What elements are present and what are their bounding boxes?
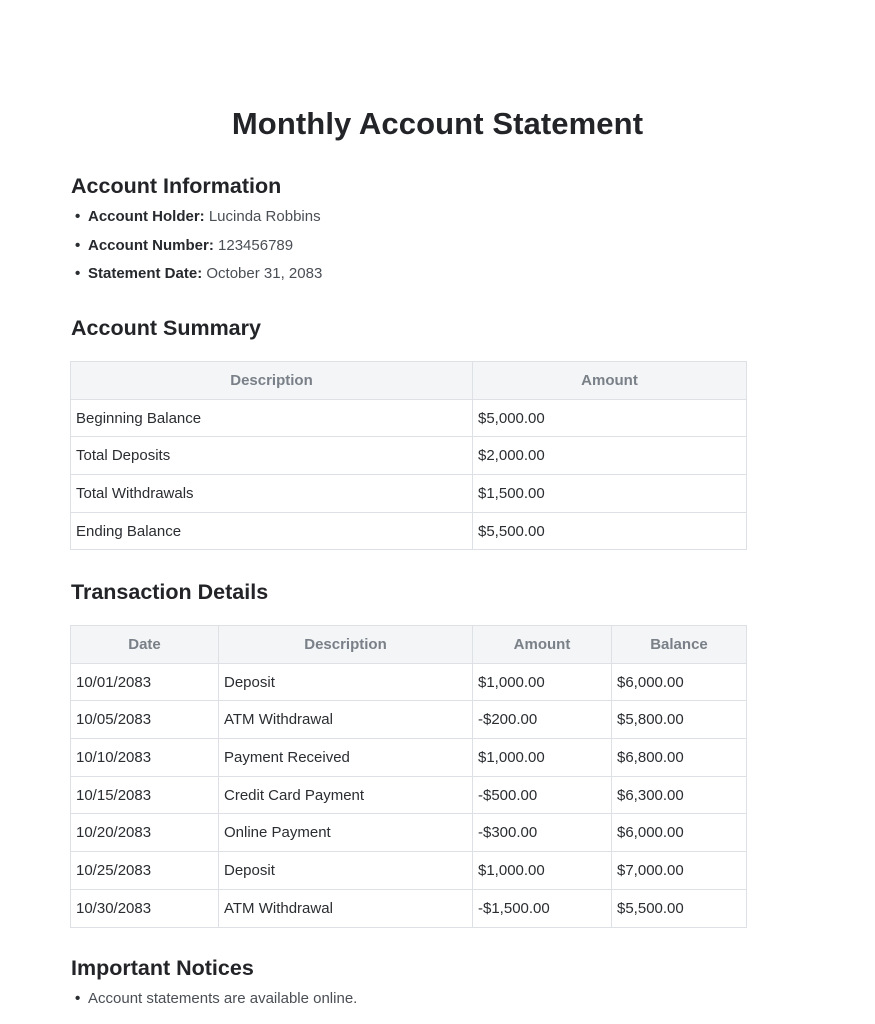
balance-cell: $7,000.00 — [612, 852, 747, 890]
account-number-value: 123456789 — [218, 236, 294, 254]
account-number-label: Account Number: — [88, 236, 214, 254]
balance-cell: $5,500.00 — [612, 889, 747, 927]
date-cell: 10/30/2083 — [71, 889, 219, 927]
table-row — [71, 776, 747, 814]
table-header-row — [71, 626, 747, 664]
statement-date-value: October 31, 2083 — [206, 265, 323, 282]
summary-amount-cell: $5,500.00 — [473, 512, 747, 550]
date-cell: 10/01/2083 — [71, 663, 219, 701]
date-cell: 10/05/2083 — [71, 701, 219, 739]
date-cell: 10/25/2083 — [71, 852, 219, 890]
summary-amount-cell: $5,000.00 — [473, 399, 747, 437]
table-row — [71, 512, 747, 550]
balance-cell: $6,800.00 — [612, 739, 747, 777]
description-cell: ATM Withdrawal — [219, 701, 473, 739]
column-header-amount: Amount — [473, 362, 747, 400]
table-row — [71, 437, 747, 475]
balance-cell: $6,000.00 — [612, 663, 747, 701]
table-row — [71, 852, 747, 890]
account-holder-label: Account Holder: — [88, 208, 205, 225]
summary-description-cell: Total Deposits — [71, 437, 473, 475]
bullet-icon: • — [75, 265, 81, 282]
table-row — [71, 399, 747, 437]
table-header-row — [71, 362, 747, 400]
balance-cell: $6,000.00 — [612, 814, 747, 852]
page-title: Monthly Account Statement — [231, 106, 644, 141]
column-header-description: Description — [219, 626, 473, 664]
amount-cell: -$300.00 — [473, 814, 612, 852]
account-summary-heading: Account Summary — [71, 316, 261, 340]
date-cell: 10/15/2083 — [71, 776, 219, 814]
column-header-amount: Amount — [473, 626, 612, 664]
description-cell: ATM Withdrawal — [219, 889, 473, 927]
table-row — [71, 475, 747, 513]
description-cell: Payment Received — [219, 739, 473, 777]
column-header-description: Description — [71, 362, 473, 400]
account-holder-value: Lucinda Robbins — [208, 208, 321, 225]
transaction-details-table — [70, 625, 747, 928]
amount-cell: $1,000.00 — [473, 739, 612, 777]
bullet-icon: • — [75, 236, 81, 254]
notice-text: Account statements are available online. — [88, 990, 358, 1007]
table-row — [71, 663, 747, 701]
list-item-statement-date — [75, 260, 322, 289]
bullet-icon: • — [75, 208, 81, 225]
description-cell: Credit Card Payment — [219, 776, 473, 814]
description-cell: Online Payment — [219, 814, 473, 852]
date-cell: 10/10/2083 — [71, 739, 219, 777]
summary-description-cell: Ending Balance — [71, 512, 473, 550]
list-item-account-number — [75, 232, 322, 261]
list-item-notice — [75, 985, 357, 1014]
description-cell: Deposit — [219, 663, 473, 701]
table-row — [71, 701, 747, 739]
statement-date-label: Statement Date: — [88, 265, 203, 282]
bullet-icon: • — [75, 990, 81, 1007]
account-information-heading: Account Information — [71, 174, 282, 198]
table-row — [71, 814, 747, 852]
transaction-details-heading: Transaction Details — [71, 580, 269, 604]
amount-cell: -$500.00 — [473, 776, 612, 814]
summary-amount-cell: $1,500.00 — [473, 475, 747, 513]
amount-cell: -$1,500.00 — [473, 889, 612, 927]
balance-cell: $6,300.00 — [612, 776, 747, 814]
account-summary-table — [70, 361, 747, 550]
table-row — [71, 739, 747, 777]
amount-cell: $1,000.00 — [473, 663, 612, 701]
column-header-balance: Balance — [612, 626, 747, 664]
description-cell: Deposit — [219, 852, 473, 890]
amount-cell: $1,000.00 — [473, 852, 612, 890]
summary-amount-cell: $2,000.00 — [473, 437, 747, 475]
important-notices-list — [75, 985, 357, 1014]
summary-description-cell: Total Withdrawals — [71, 475, 473, 513]
important-notices-heading: Important Notices — [71, 956, 254, 980]
list-item-account-holder — [75, 203, 322, 232]
summary-description-cell: Beginning Balance — [71, 399, 473, 437]
account-information-list — [75, 203, 322, 289]
balance-cell: $5,800.00 — [612, 701, 747, 739]
table-row — [71, 889, 747, 927]
date-cell: 10/20/2083 — [71, 814, 219, 852]
amount-cell: -$200.00 — [473, 701, 612, 739]
column-header-date: Date — [71, 626, 219, 664]
